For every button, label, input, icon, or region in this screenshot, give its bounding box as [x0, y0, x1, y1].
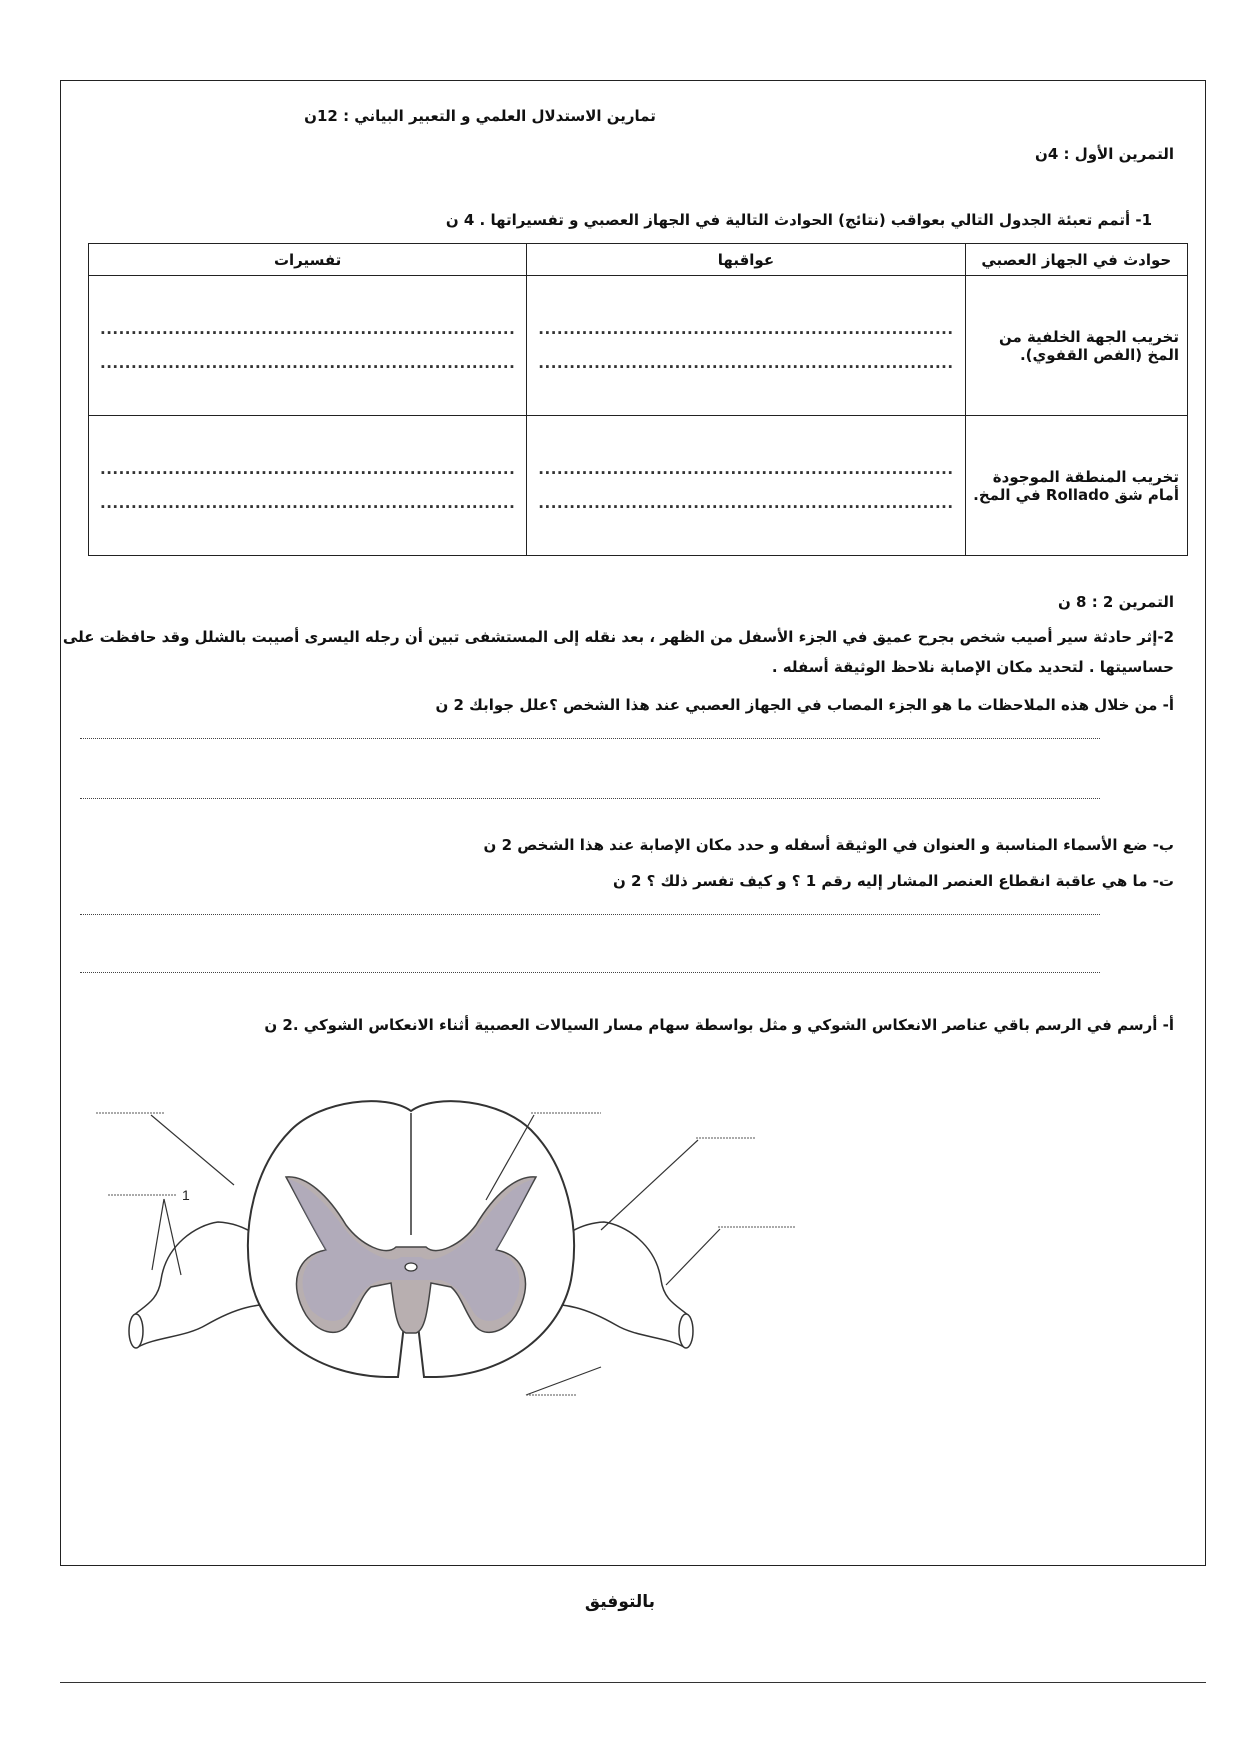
table-row	[89, 416, 1188, 556]
left-nerve-cut-end	[129, 1314, 143, 1348]
dotted-answer-line: ...................................................................	[538, 319, 954, 338]
exercise1-heading: التمرين الأول : 4ن	[1035, 145, 1174, 163]
answer-line[interactable]	[80, 738, 1100, 739]
question-t: ت- ما هي عاقبة انقطاع العنصر المشار إليه رقم 1 ؟ و كيف تفسر ذلك ؟ 2 ن	[612, 872, 1174, 890]
dotted-answer-line: ...................................................................	[100, 353, 516, 372]
exercise2-paragraph-line1: 2-إثر حادثة سير أصيب شخص بجرح عميق في الجزء الأسفل من الظهر ، بعد نقله إلى المستشفى تبين أن رجله اليسرى أصيبت بالشلل وقد حافظت على	[62, 628, 1174, 646]
label-number-1: 1	[182, 1187, 190, 1203]
events-table	[88, 243, 1188, 556]
table-header-row	[89, 244, 1188, 276]
exercise2-heading: التمرين 2 : 8 ن	[1058, 593, 1174, 611]
table-cell-explanation[interactable]	[89, 416, 527, 556]
leader-line	[152, 1199, 164, 1270]
page-title: تمارين الاستدلال العلمي و التعبير البياني : 12ن	[304, 107, 656, 125]
exercise2-paragraph-line2: حساسيتها . لتحديد مكان الإصابة نلاحظ الوثيقة أسفله .	[771, 658, 1174, 676]
dotted-answer-line: ...................................................................	[538, 493, 954, 512]
answer-line[interactable]	[80, 798, 1100, 799]
dotted-answer-line: ...................................................................	[100, 493, 516, 512]
table-cell-event: تخريب المنطقة الموجودة أمام شق Rollado في المخ.	[965, 416, 1187, 556]
table-cell-consequence[interactable]	[527, 416, 965, 556]
right-nerve-cut-end	[679, 1314, 693, 1348]
dotted-answer-line: ...................................................................	[100, 459, 516, 478]
leader-line	[666, 1229, 720, 1285]
dotted-answer-line: ...................................................................	[538, 353, 954, 372]
answer-line[interactable]	[80, 914, 1100, 915]
question1-text: 1- أتمم تعبئة الجدول التالي بعواقب (نتائج) الحوادث التالية في الجهاز العصبي و تفسيراتها . 4 ن	[445, 211, 1152, 229]
table-header-consequences: عواقبها	[527, 244, 965, 276]
dotted-answer-line: ...................................................................	[538, 459, 954, 478]
table-cell-event: تخريب الجهة الخلفية من المخ (الفص القفوي).	[965, 276, 1187, 416]
central-canal	[405, 1263, 417, 1271]
question-a: أ- من خلال هذه الملاحظات ما هو الجزء المصاب في الجهاز العصبي عند هذا الشخص ؟علل جوابك 2 ن	[435, 696, 1174, 714]
table-row	[89, 276, 1188, 416]
leader-line	[151, 1115, 234, 1185]
table-header-events: حوادث في الجهاز العصبي	[965, 244, 1187, 276]
closing-text: بالتوفيق	[584, 1592, 656, 1612]
table-cell-consequence[interactable]	[527, 276, 965, 416]
question-a2: أ- أرسم في الرسم باقي عناصر الانعكاس الشوكي و مثل بواسطة سهام مسار السيالات العصبية أثناء الانعكاس الشوكي .2 ن	[264, 1016, 1174, 1034]
table-header-explanations: تفسيرات	[89, 244, 527, 276]
dotted-answer-line: ...................................................................	[100, 319, 516, 338]
leader-line	[601, 1140, 698, 1230]
table-cell-explanation[interactable]	[89, 276, 527, 416]
bottom-rule	[60, 1682, 1206, 1683]
question-b: ب- ضع الأسماء المناسبة و العنوان في الوثيقة أسفله و حدد مكان الإصابة عند هذا الشخص 2 ن	[483, 836, 1174, 854]
answer-line[interactable]	[80, 972, 1100, 973]
leader-line	[526, 1367, 601, 1395]
spinal-cord-diagram	[56, 1075, 816, 1455]
